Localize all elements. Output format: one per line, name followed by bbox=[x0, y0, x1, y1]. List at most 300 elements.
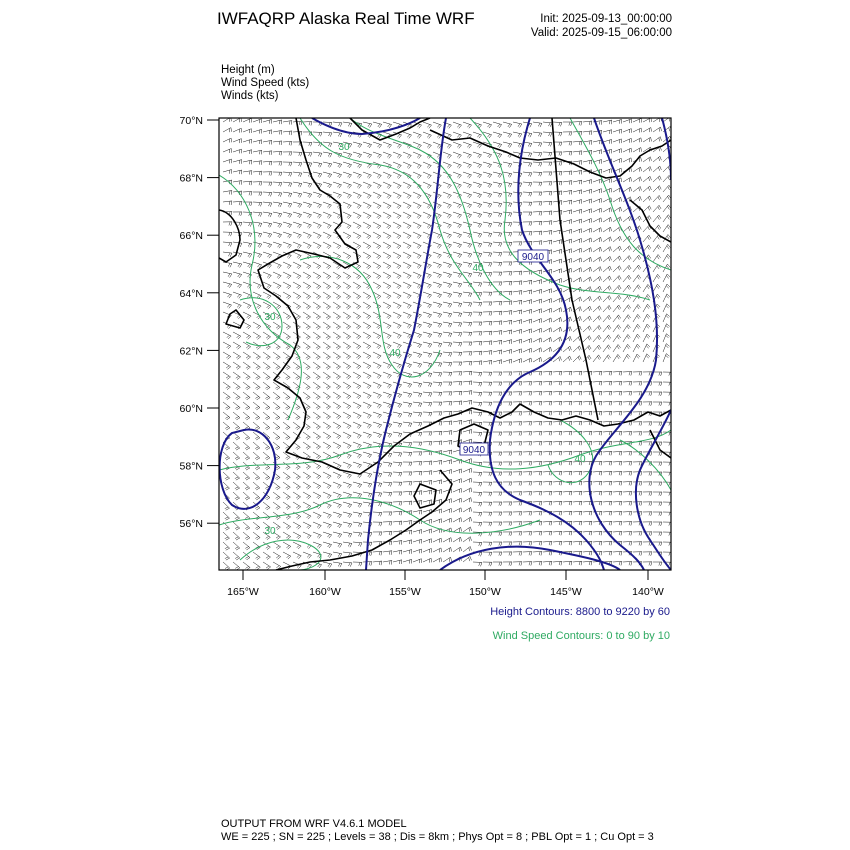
wind-barb bbox=[523, 412, 532, 416]
wind-barb bbox=[393, 272, 401, 279]
wind-barb bbox=[253, 462, 260, 470]
wind-barb bbox=[443, 538, 452, 543]
wind-barb bbox=[423, 142, 431, 149]
wind-barb bbox=[323, 492, 331, 499]
wind-barb bbox=[333, 122, 342, 127]
model-footer bbox=[221, 818, 654, 843]
wind-barb bbox=[603, 325, 611, 332]
wind-barb bbox=[473, 152, 482, 158]
wind-barb bbox=[223, 412, 230, 420]
wind-barb bbox=[473, 232, 482, 238]
wind-barb bbox=[273, 402, 280, 410]
wind-barb bbox=[403, 559, 412, 563]
wind-barb bbox=[423, 282, 431, 288]
wind-barb bbox=[323, 342, 331, 350]
wind-barb bbox=[233, 442, 240, 450]
wind-barb bbox=[593, 501, 602, 505]
wind-barb bbox=[423, 352, 432, 358]
wind-barb bbox=[423, 432, 432, 436]
wind-barb bbox=[393, 202, 401, 209]
wind-barb bbox=[473, 162, 482, 168]
wind-barb bbox=[253, 552, 260, 560]
wind-barb bbox=[493, 311, 502, 315]
wind-barb bbox=[333, 432, 341, 439]
wind-barb bbox=[553, 481, 562, 485]
wind-barb bbox=[493, 301, 502, 305]
wind-barb bbox=[643, 157, 652, 162]
wind-barb bbox=[283, 462, 290, 470]
wind-barb bbox=[253, 472, 260, 480]
wind-barb bbox=[393, 502, 402, 506]
wind-barb bbox=[573, 491, 582, 495]
wind-barb bbox=[583, 131, 592, 135]
wind-barb bbox=[373, 432, 382, 438]
wind-barb bbox=[543, 318, 552, 323]
wind-barb bbox=[363, 312, 371, 319]
wind-barb bbox=[243, 392, 250, 400]
wind-barb bbox=[423, 122, 432, 128]
wind-barb bbox=[363, 302, 371, 309]
wind-barb bbox=[473, 341, 482, 345]
wind-barb bbox=[343, 462, 351, 469]
wind-barb bbox=[563, 151, 572, 155]
wind-barb bbox=[253, 482, 260, 490]
wind-barb bbox=[603, 471, 612, 475]
wind-barb bbox=[413, 342, 422, 348]
wind-barb bbox=[593, 431, 602, 435]
wind-barb bbox=[353, 342, 361, 349]
wind-barb bbox=[223, 201, 232, 205]
wind-barb bbox=[563, 561, 572, 565]
wind-barb bbox=[593, 335, 601, 342]
wind-barb bbox=[263, 212, 272, 217]
wind-barb bbox=[223, 232, 232, 236]
wind-barb bbox=[573, 297, 582, 302]
wind-barb bbox=[543, 431, 552, 435]
wind-barb bbox=[513, 512, 522, 516]
wind-barb bbox=[463, 527, 472, 532]
wind-barb bbox=[623, 372, 632, 376]
wind-barb bbox=[233, 342, 241, 349]
wind-barb bbox=[613, 451, 622, 455]
wind-barb bbox=[343, 232, 351, 239]
wind-barb bbox=[613, 411, 622, 415]
wind-barb bbox=[403, 392, 412, 398]
wind-barb bbox=[603, 256, 612, 262]
wind-barb bbox=[403, 302, 411, 309]
wind-barb bbox=[423, 262, 431, 269]
wind-barb bbox=[493, 192, 502, 197]
wind-barb bbox=[553, 431, 562, 435]
wind-barb bbox=[493, 552, 502, 556]
wind-barb bbox=[513, 442, 522, 446]
wind-barb bbox=[473, 302, 482, 306]
wind-barb bbox=[543, 172, 552, 176]
wind-barb bbox=[513, 281, 522, 285]
wind-barb bbox=[423, 461, 432, 465]
wind-barb bbox=[373, 232, 381, 239]
wind-barb bbox=[263, 222, 272, 227]
wind-barb bbox=[553, 162, 562, 166]
wind-barb bbox=[583, 391, 592, 395]
wind-barb bbox=[483, 312, 492, 316]
wind-barb bbox=[503, 311, 512, 315]
wind-barb bbox=[303, 182, 312, 188]
wind-barb bbox=[233, 149, 242, 153]
wind-barb bbox=[443, 332, 452, 337]
wind-barb bbox=[523, 472, 532, 476]
wind-barb bbox=[633, 372, 642, 376]
wind-barb bbox=[663, 175, 671, 182]
wind-barb bbox=[273, 502, 280, 510]
wind-barb bbox=[303, 222, 311, 228]
wind-barb bbox=[263, 232, 272, 238]
wind-barb bbox=[393, 332, 401, 339]
wind-barb bbox=[283, 492, 290, 500]
wind-barb bbox=[653, 195, 661, 202]
wind-barb bbox=[273, 542, 281, 550]
wind-barb bbox=[343, 182, 352, 188]
wind-barb bbox=[643, 304, 650, 312]
wind-barb bbox=[593, 541, 602, 545]
wind-barb bbox=[373, 262, 381, 269]
wind-barb bbox=[363, 182, 371, 189]
wind-barb bbox=[603, 491, 612, 495]
latitude-label: 68°N bbox=[179, 172, 203, 185]
wind-barb bbox=[643, 206, 651, 212]
wind-barb bbox=[623, 452, 632, 456]
wind-barb bbox=[463, 498, 472, 503]
wind-barb bbox=[333, 242, 341, 249]
wind-barb bbox=[283, 121, 292, 125]
wind-barb bbox=[283, 552, 291, 559]
wind-barb bbox=[243, 262, 252, 268]
wind-barb bbox=[413, 242, 421, 249]
wind-barb bbox=[373, 532, 382, 536]
wind-barb bbox=[253, 422, 260, 430]
wind-barb bbox=[483, 392, 492, 396]
wind-barb bbox=[323, 232, 331, 239]
wind-barb bbox=[463, 262, 472, 268]
wind-barb bbox=[403, 491, 412, 495]
wind-barb bbox=[263, 292, 271, 299]
wind-barb bbox=[343, 332, 351, 339]
wind-barb bbox=[223, 190, 232, 194]
wind-barb bbox=[233, 552, 240, 560]
wind-barb bbox=[523, 192, 532, 196]
wind-barb bbox=[233, 412, 240, 420]
wind-barb bbox=[443, 352, 452, 357]
wind-barb bbox=[463, 332, 472, 336]
wind-barb bbox=[243, 432, 250, 440]
wind-barb bbox=[433, 312, 442, 318]
wind-barb bbox=[553, 541, 562, 545]
wind-barb bbox=[433, 382, 442, 387]
wind-barb bbox=[523, 222, 532, 226]
wind-barb bbox=[393, 322, 401, 329]
wind-barb bbox=[543, 521, 552, 525]
wind-barb bbox=[533, 451, 542, 455]
wind-barb bbox=[313, 422, 321, 430]
wind-barb bbox=[623, 177, 632, 182]
wind-barb bbox=[523, 462, 532, 466]
wind-barb bbox=[493, 532, 502, 536]
wind-barb bbox=[423, 471, 432, 475]
wind-barb bbox=[513, 310, 522, 314]
wind-barb bbox=[623, 275, 631, 282]
wind-barb bbox=[333, 522, 342, 528]
wind-barb bbox=[363, 392, 371, 399]
wind-barb bbox=[573, 501, 582, 505]
wind-barb bbox=[523, 329, 532, 333]
wind-barb bbox=[473, 282, 482, 287]
wind-barb bbox=[493, 262, 502, 266]
wind-barb bbox=[393, 432, 402, 437]
wind-barb bbox=[633, 462, 642, 466]
wind-barb bbox=[313, 242, 321, 249]
wind-barb bbox=[543, 191, 552, 195]
wind-barb bbox=[303, 232, 311, 239]
wind-barb bbox=[623, 158, 632, 163]
wind-barb bbox=[303, 292, 311, 299]
wind-barb bbox=[493, 442, 502, 446]
wind-barb bbox=[463, 400, 472, 404]
wind-barb bbox=[663, 195, 671, 202]
wind-barb bbox=[343, 162, 352, 168]
wind-barb bbox=[293, 212, 302, 218]
wind-barb bbox=[383, 382, 391, 388]
wind-barb bbox=[663, 215, 671, 222]
wind-barb bbox=[463, 468, 472, 473]
wind-barb bbox=[613, 158, 622, 163]
wind-barb bbox=[253, 522, 260, 530]
wind-barb bbox=[343, 402, 351, 409]
wind-barb bbox=[473, 172, 482, 178]
wind-barb bbox=[583, 371, 592, 375]
wind-barb bbox=[233, 302, 241, 309]
wind-contours-note: Wind Speed Contours: 0 to 90 by 10 bbox=[492, 630, 670, 642]
wind-barb bbox=[253, 322, 261, 329]
wind-barb bbox=[603, 551, 612, 555]
wind-barb bbox=[253, 442, 260, 450]
wind-barb bbox=[383, 212, 391, 219]
wind-barb bbox=[233, 332, 241, 339]
wind-barb bbox=[553, 298, 562, 303]
wind-barb bbox=[603, 237, 612, 242]
wind-barb bbox=[233, 128, 242, 133]
wind-barb bbox=[373, 222, 381, 229]
wind-barb bbox=[453, 242, 462, 248]
wind-barb bbox=[363, 492, 372, 497]
wind-barb bbox=[573, 411, 582, 415]
wind-barb bbox=[423, 500, 432, 504]
wind-barb bbox=[653, 522, 662, 526]
wind-barb bbox=[423, 132, 431, 139]
wind-barb bbox=[333, 512, 342, 518]
wind-barb bbox=[303, 282, 311, 289]
wind-barb bbox=[413, 352, 422, 358]
wind-barb bbox=[593, 471, 602, 475]
wind-barb bbox=[633, 118, 642, 123]
wind-barb bbox=[223, 282, 232, 288]
wind-barb bbox=[513, 372, 522, 376]
wind-barb bbox=[523, 290, 532, 294]
wind-barb bbox=[223, 422, 230, 430]
wind-barb bbox=[303, 242, 311, 249]
wind-barb bbox=[523, 202, 532, 206]
wind-barb bbox=[533, 357, 542, 362]
wind-barb bbox=[443, 440, 452, 444]
wind-barb bbox=[363, 192, 371, 199]
wind-barb bbox=[253, 382, 260, 390]
wind-barb bbox=[463, 371, 472, 375]
wind-barb bbox=[453, 479, 462, 483]
wind-barb bbox=[253, 372, 260, 380]
wind-contour bbox=[219, 175, 301, 420]
wind-barb bbox=[303, 142, 312, 146]
wind-barb bbox=[533, 172, 542, 176]
latitude-label: 70°N bbox=[179, 115, 203, 127]
wind-barb bbox=[493, 142, 502, 148]
wind-barb bbox=[413, 362, 422, 368]
wind-label: 40 bbox=[574, 454, 586, 465]
wind-barb bbox=[243, 312, 251, 319]
wind-barb bbox=[393, 521, 402, 525]
wind-barb bbox=[343, 352, 351, 359]
wind-barb bbox=[283, 322, 291, 330]
wind-barb bbox=[613, 501, 622, 505]
wind-barb bbox=[263, 412, 270, 420]
wind-barb bbox=[453, 222, 462, 228]
wind-barb bbox=[573, 141, 582, 145]
wind-barb bbox=[403, 472, 412, 476]
wind-barb bbox=[643, 502, 652, 506]
wind-contour bbox=[470, 118, 650, 300]
wind-barb bbox=[443, 162, 451, 169]
wind-barb bbox=[543, 551, 552, 555]
wind-barb bbox=[563, 190, 572, 194]
wind-barb bbox=[623, 315, 631, 322]
wind-barb bbox=[243, 492, 250, 500]
wind-barb bbox=[333, 132, 342, 137]
wind-barb bbox=[633, 334, 640, 342]
wind-barb bbox=[583, 267, 592, 272]
wind-barb bbox=[593, 491, 602, 495]
wind-barb bbox=[383, 522, 392, 526]
wind-barb bbox=[393, 182, 401, 189]
wind-barb bbox=[483, 402, 492, 406]
wind-barb bbox=[633, 542, 642, 546]
wind-barb bbox=[613, 491, 622, 495]
wind-barb bbox=[483, 302, 492, 306]
wind-barb bbox=[233, 472, 240, 480]
wind-barb bbox=[453, 322, 462, 327]
wind-barb bbox=[643, 176, 652, 182]
wind-barb bbox=[463, 142, 472, 148]
wind-barb bbox=[483, 351, 492, 355]
wind-barb bbox=[453, 272, 462, 278]
wind-barb bbox=[333, 162, 342, 168]
wind-barb bbox=[393, 402, 402, 408]
wind-barb bbox=[393, 222, 401, 229]
wind-barb bbox=[633, 552, 642, 556]
wind-barb bbox=[533, 122, 542, 127]
wind-barb bbox=[333, 352, 341, 360]
wind-barb bbox=[643, 334, 650, 342]
wind-barb bbox=[483, 212, 492, 218]
wind-barb bbox=[523, 162, 532, 167]
wind-barb bbox=[323, 202, 331, 208]
wind-barb bbox=[423, 182, 431, 189]
wind-barb bbox=[353, 332, 361, 339]
wind-barb bbox=[593, 198, 602, 202]
wind-barb bbox=[633, 177, 642, 182]
wind-barb bbox=[643, 284, 651, 292]
wind-barb bbox=[303, 312, 311, 320]
wind-barb bbox=[573, 356, 581, 362]
wind-barb bbox=[333, 502, 342, 508]
wind-barb bbox=[253, 182, 262, 186]
wind-barb bbox=[633, 324, 640, 332]
wind-barb bbox=[363, 372, 371, 379]
wind-barb bbox=[513, 492, 522, 496]
wind-barb bbox=[473, 322, 482, 326]
wind-barb bbox=[563, 401, 572, 405]
wind-barb bbox=[583, 209, 592, 213]
wind-barb bbox=[243, 192, 252, 196]
wind-barb bbox=[323, 312, 331, 320]
wind-barb bbox=[343, 412, 351, 419]
wind-barb bbox=[463, 222, 472, 228]
wind-barb bbox=[483, 372, 492, 376]
wind-barb bbox=[623, 402, 632, 406]
wind-barb bbox=[353, 142, 362, 148]
wind-barb bbox=[603, 411, 612, 415]
wind-barb bbox=[383, 242, 391, 249]
wind-barb bbox=[233, 181, 242, 185]
wind-barb bbox=[233, 522, 240, 530]
wind-barb bbox=[603, 401, 612, 405]
wind-barb bbox=[583, 481, 592, 485]
wind-barb bbox=[663, 244, 670, 252]
wind-barb bbox=[373, 212, 381, 219]
wind-barb bbox=[263, 552, 271, 560]
wind-barb bbox=[353, 232, 361, 239]
wind-barb bbox=[493, 122, 502, 128]
wind-barb bbox=[293, 272, 301, 279]
wind-barb bbox=[443, 557, 452, 562]
wind-barb bbox=[503, 522, 512, 526]
wind-barb bbox=[523, 552, 532, 556]
wind-barb bbox=[463, 381, 472, 385]
wind-barb bbox=[343, 482, 352, 488]
wind-barb bbox=[293, 362, 300, 370]
wind-barb bbox=[443, 202, 451, 209]
wind-barb bbox=[593, 316, 601, 322]
wind-barb bbox=[443, 292, 452, 298]
latitude-label: 56°N bbox=[179, 518, 203, 531]
wind-barb bbox=[233, 352, 241, 359]
wind-barb bbox=[503, 252, 512, 256]
wind-barb bbox=[293, 492, 301, 500]
wind-barb bbox=[463, 302, 472, 307]
wind-barb bbox=[363, 402, 371, 409]
wind-barb bbox=[513, 122, 522, 128]
wind-barb bbox=[283, 522, 291, 529]
wind-barb bbox=[593, 237, 602, 242]
wind-barb bbox=[303, 442, 311, 450]
wind-barb bbox=[313, 382, 320, 390]
